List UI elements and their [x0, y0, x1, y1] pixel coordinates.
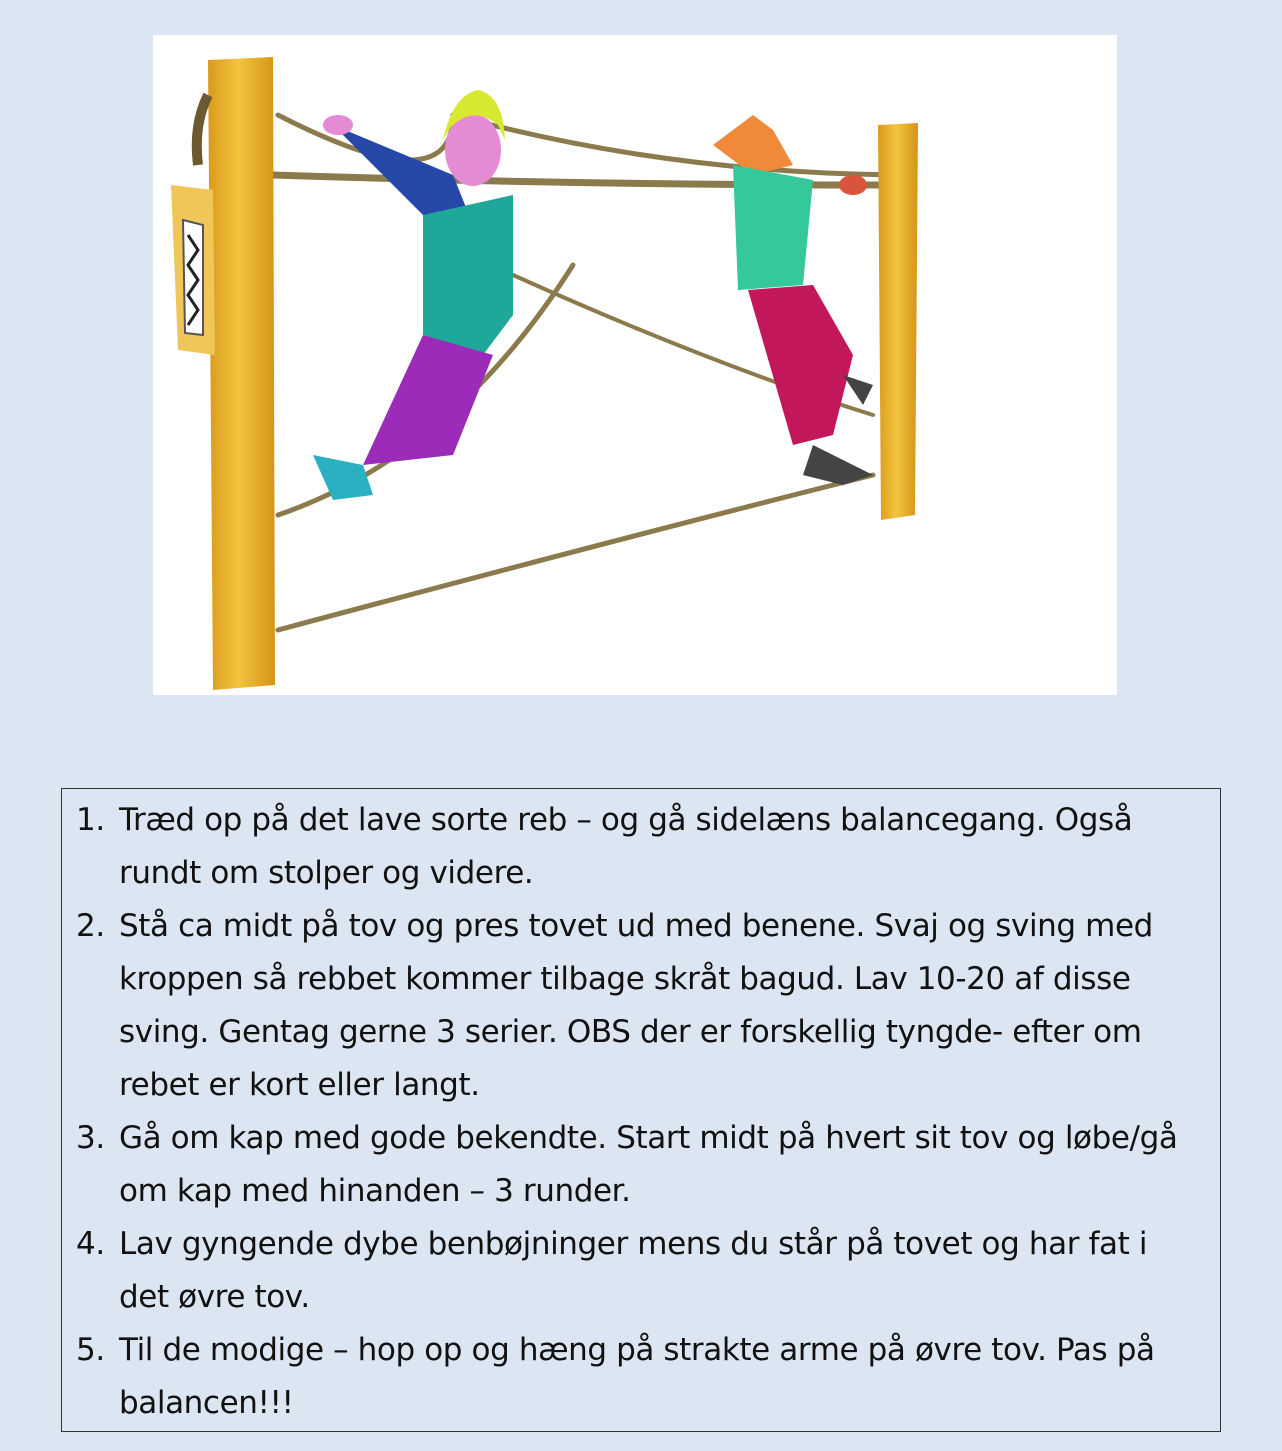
list-item-number: 1.: [76, 802, 105, 838]
list-item-number: 5.: [76, 1332, 105, 1368]
list-item: [62, 1324, 1202, 1430]
list-item-number: 2.: [76, 908, 105, 944]
list-item: [62, 1112, 1202, 1218]
list-item-text: Lav gyngende dybe benbøjninger mens du står på tovet og har fat i det øvre tov.: [119, 1226, 1148, 1315]
rope-course-icon: [153, 35, 1117, 695]
list-item-number: 4.: [76, 1226, 105, 1262]
left-post: [208, 57, 275, 690]
list-item-text: Stå ca midt på tov og pres tovet ud med benene. Svaj og sving med kroppen så rebbet kommer tilbage skråt bagud. Lav 10-20 af disse sving. Gentag gerne 3 serier. OBS der er forskellig tyngde- efter om rebet er kort eller langt.: [119, 908, 1153, 1103]
list-item-text: Til de modige – hop op og hæng på strakte arme på øvre tov. Pas på balancen!!!: [119, 1332, 1155, 1421]
rope-course-illustration: [153, 35, 1117, 695]
list-item: [62, 1218, 1202, 1324]
list-item-number: 3.: [76, 1120, 105, 1156]
list-item-text: Træd op på det lave sorte reb – og gå sidelæns balancegang. Også rundt om stolper og videre.: [119, 802, 1133, 891]
list-item: [62, 900, 1202, 1112]
list-item-text: Gå om kap med gode bekendte. Start midt på hvert sit tov og løbe/gå om kap med hinanden – 3 runder.: [119, 1120, 1178, 1209]
instructions-box: [61, 788, 1221, 1432]
left-climber: [313, 90, 513, 500]
right-post: [878, 123, 918, 520]
list-item: [62, 794, 1202, 900]
